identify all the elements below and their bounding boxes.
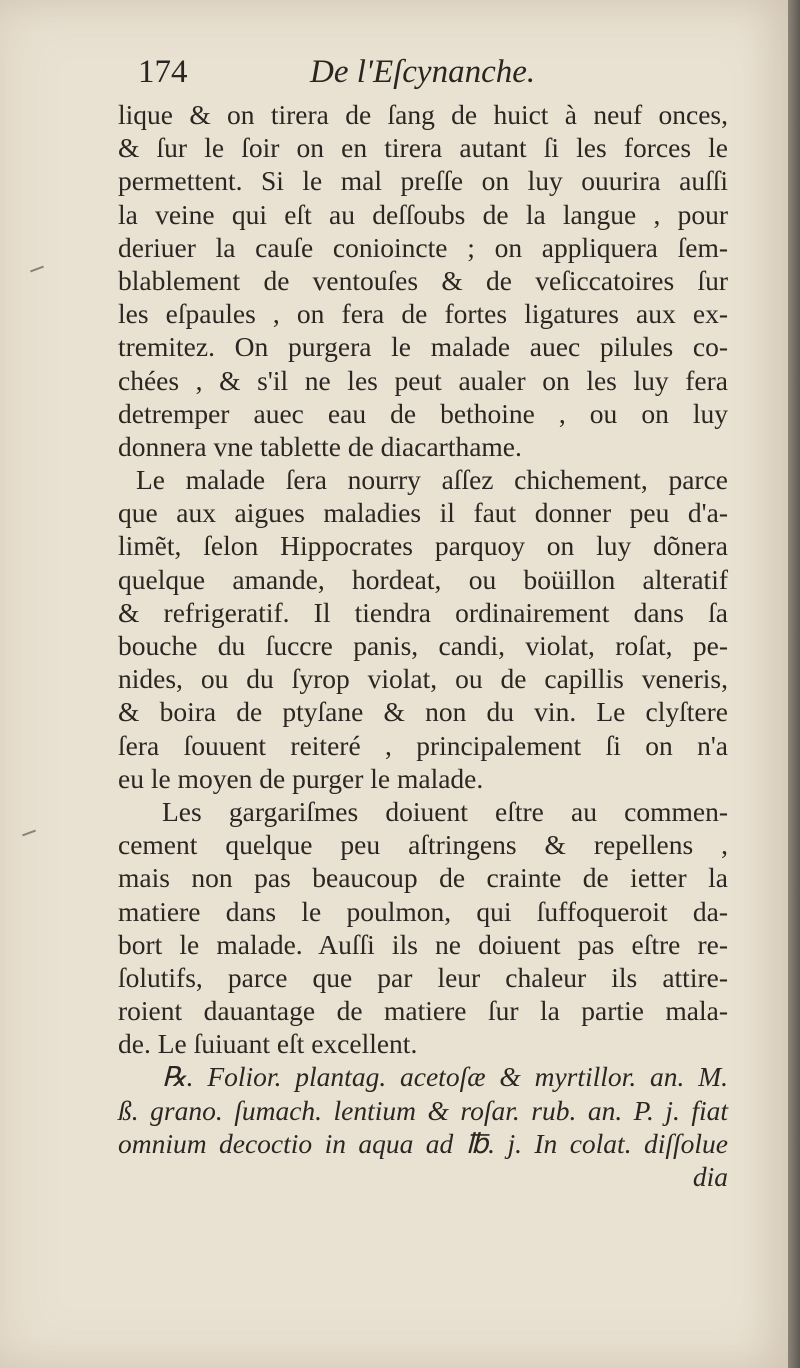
text-line: donnera vne tablette de diacarthame.: [118, 430, 522, 462]
text-line: detremper auec eau de bethoine , ou on luy: [118, 397, 728, 429]
text-line: mais non pas beaucoup de crainte de ietter la: [118, 862, 728, 894]
text-line: bouche du ſuccre panis, candi, violat, roſat, pe-: [118, 630, 728, 661]
text-line: & refrigeratif. Il tiendra ordinairement dans ſa: [118, 596, 728, 628]
text-line: permettent. Si le mal preſſe on luy ouurira auſſi: [118, 165, 728, 197]
page-header: [138, 52, 738, 96]
running-title: De l'Eſcynanche.: [310, 54, 536, 90]
text-line: que aux aigues maladies il faut donner peu d'a-: [118, 497, 728, 529]
text-line: la veine qui eſt au deſſoubs de la langue , pour: [118, 198, 728, 230]
recipe-line: ß. grano. ſumach. lentium & roſar. rub. an. P. j. fiat: [118, 1094, 728, 1126]
body-text: [118, 98, 728, 1193]
margin-mark: [22, 830, 36, 837]
text-line: & ſur le ſoir on en tirera autant ſi les forces le: [118, 132, 728, 164]
page-number: 174: [138, 54, 188, 90]
text-line: de. Le ſuiuant eſt excellent.: [118, 1028, 418, 1060]
text-line: chées , & s'il ne les peut aualer on les luy fera: [118, 364, 728, 396]
text-line: limẽt, ſelon Hippocrates parquoy on luy dõnera: [118, 530, 728, 562]
text-line: ſolutifs, parce que par leur chaleur ils attire-: [118, 961, 728, 993]
text-line: bort le malade. Auſſi ils ne doiuent pas eſtre re-: [118, 928, 728, 960]
margin-mark: [30, 266, 44, 273]
text-line: nides, ou du ſyrop violat, ou de capillis veneris,: [118, 663, 728, 695]
text-line: cement quelque peu aſtringens & repellens ,: [118, 829, 728, 861]
text-line: & boira de ptyſane & non du vin. Le clyſtere: [118, 696, 728, 728]
text-line: Les gargariſmes doiuent eſtre au commen-: [162, 795, 728, 827]
text-line: lique & on tirera de ſang de huict à neuf onces,: [118, 99, 728, 130]
text-line: ſera ſouuent reiteré , principalement ſi on n'a: [118, 729, 728, 761]
text-line: tremitez. On purgera le malade auec pilules co-: [118, 331, 728, 363]
recipe-line: ℞. Folior. plantag. acetoſæ & myrtillor. an. M.: [162, 1061, 728, 1093]
text-line: Le malade ſera nourry aſſez chichement, parce: [136, 464, 728, 496]
text-line: deriuer la cauſe conioincte ; on appliquera ſem-: [118, 231, 728, 263]
text-line: roient dauantage de matiere ſur la partie mala-: [118, 995, 728, 1027]
page-edge: [788, 0, 800, 1368]
catchword: dia: [692, 1161, 728, 1192]
text-line: eu le moyen de purger le malade.: [118, 762, 484, 794]
text-line: matiere dans le poulmon, qui ſuffoqueroit da-: [118, 895, 728, 927]
recipe-line: omnium decoctio in aqua ad ℔. j. In colat. diſſolue: [118, 1127, 728, 1159]
text-line: les eſpaules , on fera de fortes ligatures aux ex-: [118, 298, 728, 330]
text-line: quelque amande, hordeat, ou boüillon alteratif: [118, 563, 728, 595]
text-line: blablement de ventouſes & de veſiccatoires ſur: [118, 264, 728, 296]
